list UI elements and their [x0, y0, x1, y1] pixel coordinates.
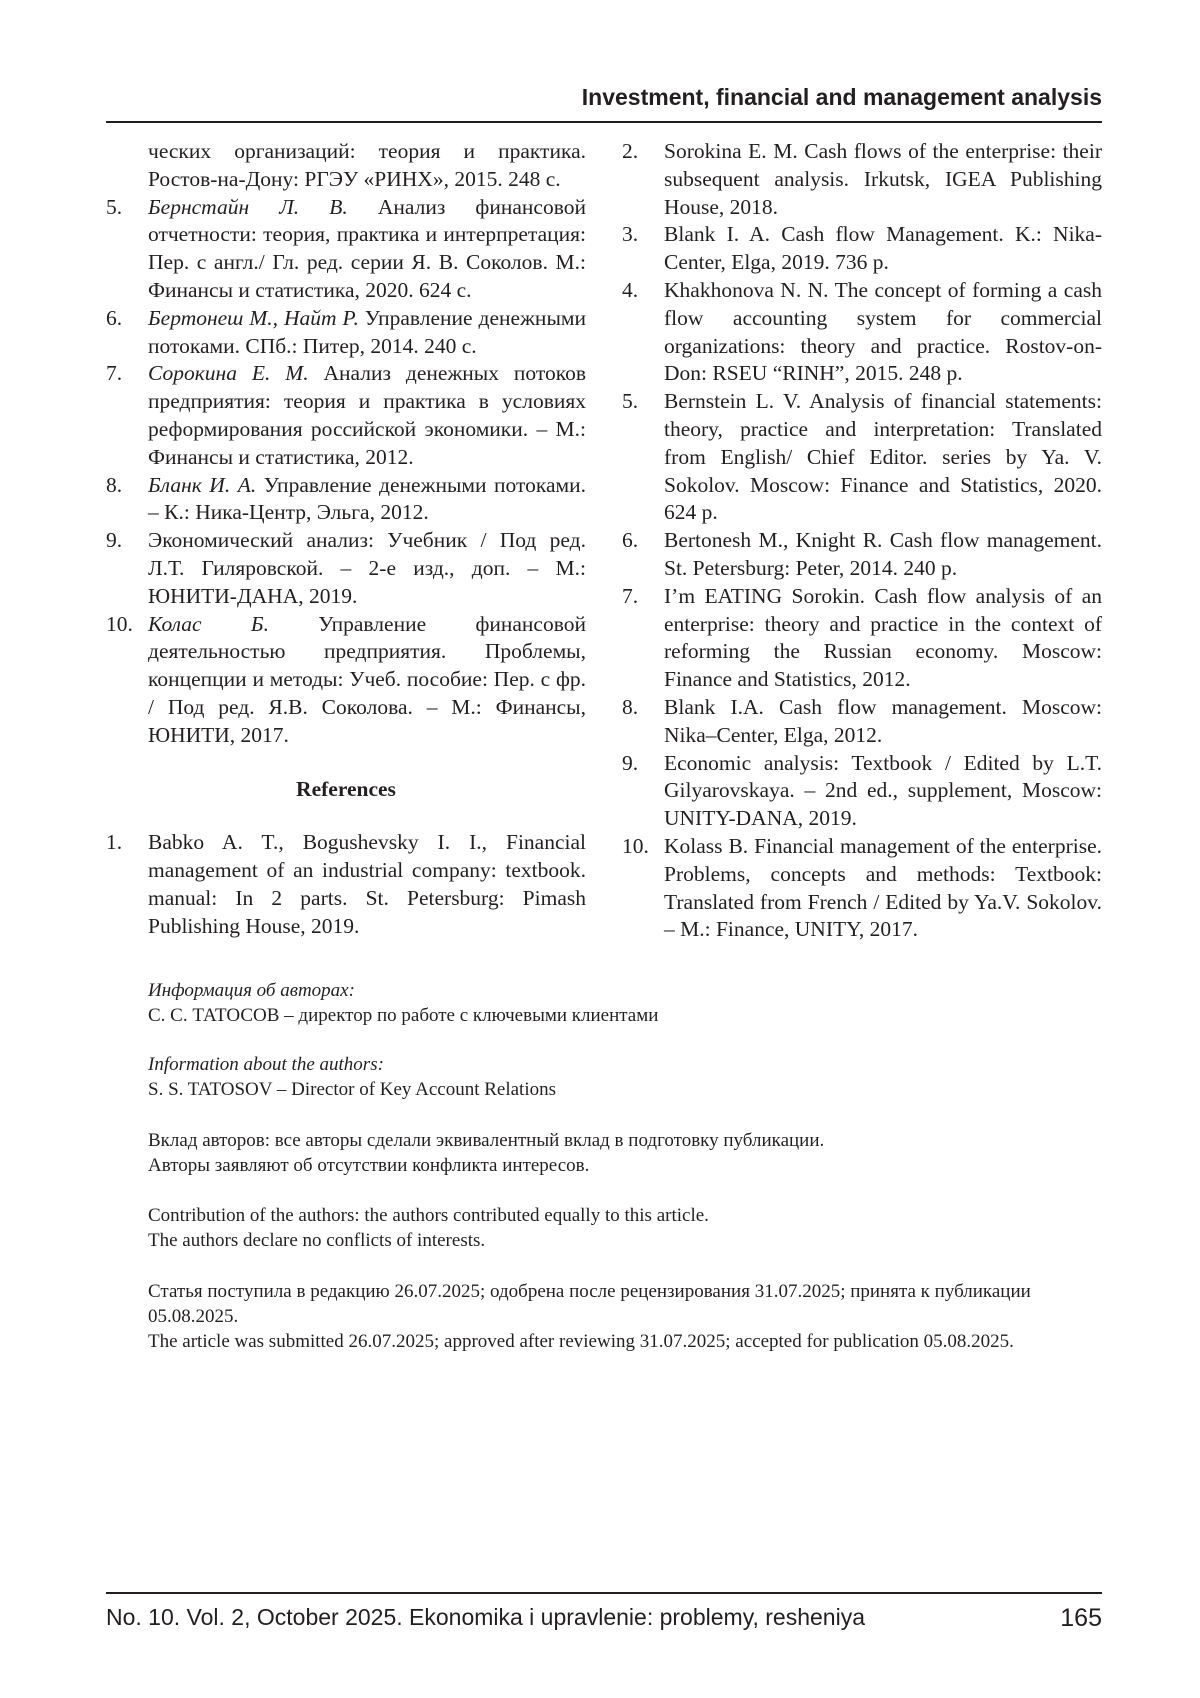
reference-author: Бернстайн Л. В.: [148, 195, 348, 219]
authors-info-text-ru: С. С. ТАТОСОВ – директор по работе с ключевыми клиентами: [148, 1003, 1104, 1028]
reference-number: 2.: [622, 138, 638, 166]
reference-item: [622, 833, 1102, 944]
reference-text: Blank I.A. Cash flow management. Moscow: Nika–Center, Elga, 2012.: [664, 694, 1102, 750]
authors-info-label-ru: Информация об авторах:: [148, 978, 1104, 1003]
reference-author: Бланк И. А.: [148, 473, 256, 497]
reference-number: 7.: [106, 360, 122, 388]
header-rule: [106, 121, 1102, 123]
contribution-en: [148, 1203, 1104, 1253]
journal-citation: No. 10. Vol. 2, October 2025. Ekonomika i upravlenie: problemy, resheniya: [106, 1604, 865, 1631]
dates-ru: Статья поступила в редакцию 26.07.2025; одобрена после рецензирования 31.07.2025; принята к публикации 05.08.2025.: [148, 1279, 1104, 1329]
reference-number: 10.: [106, 611, 133, 639]
reference-text: I’m EATING Sorokin. Cash flow analysis of an enterprise: theory and practice in the context of reforming the Russian economy. Moscow: Finance and Statistics, 2012.: [664, 583, 1102, 694]
reference-item: [622, 750, 1102, 833]
reference-item: [106, 527, 586, 610]
reference-number: 9.: [106, 527, 122, 555]
reference-text: Анализ финансовой отчетности: теория, практика и интерпретация: Пер. с англ./ Гл. ред. серии Я. В. Соколов. М.: Финансы и статистика, 2020. 624 с.: [148, 195, 586, 302]
reference-number: 3.: [622, 221, 638, 249]
reference-item: [622, 277, 1102, 388]
reference-text: Bertonesh M., Knight R. Cash flow management. St. Petersburg: Peter, 2014. 240 p.: [664, 527, 1102, 583]
reference-author: Бертонеш М., Найт Р.: [148, 306, 359, 330]
reference-item: [622, 388, 1102, 527]
authors-info-label-en: Information about the authors:: [148, 1052, 1104, 1077]
dates-en: The article was submitted 26.07.2025; approved after reviewing 31.07.2025; accepted for publication 05.08.2025.: [148, 1329, 1104, 1354]
reference-item: [106, 472, 586, 528]
reference-text: Анализ денежных потоков предприятия: теория и практика в условиях реформирования российской экономики. – М.: Финансы и статистика, 2012.: [148, 361, 586, 468]
references-heading: References: [106, 776, 586, 804]
reference-author: Сорокина Е. М.: [148, 361, 309, 385]
reference-item: [106, 829, 586, 940]
reference-continuation: ческих организаций: теория и практика. Ростов-на-Дону: РГЭУ «РИНХ», 2015. 248 с.: [106, 138, 586, 194]
contribution-ru: [148, 1128, 1104, 1178]
conflict-line: Авторы заявляют об отсутствии конфликта интересов.: [148, 1153, 1104, 1178]
reference-text: Управление денежными потоками. СПб.: Питер, 2014. 240 с.: [148, 306, 586, 358]
reference-text: Kolass B. Financial management of the enterprise. Problems, concepts and methods: Textbook: Translated from French / Edited by Ya.V. Sokolov. – M.: Finance, UNITY, 2017.: [664, 833, 1102, 944]
reference-text: Babko A. T., Bogushevsky I. I., Financial management of an industrial company: textbook. manual: In 2 parts. St. Petersburg: Pimash Publishing House, 2019.: [148, 829, 586, 940]
authors-info-en: [148, 1052, 1104, 1102]
authors-info-ru: [148, 978, 1104, 1028]
contribution-line: Contribution of the authors: the authors contributed equally to this article.: [148, 1203, 1104, 1228]
footer-rule: [106, 1592, 1102, 1594]
reference-text: Управление денежными потоками. – К.: Ника-Центр, Эльга, 2012.: [148, 473, 586, 525]
reference-text: Sorokina E. M. Cash flows of the enterprise: their subsequent analysis. Irkutsk, IGEA Publishing House, 2018.: [664, 138, 1102, 221]
reference-item: [106, 194, 586, 305]
page-number: 165: [1060, 1604, 1102, 1633]
article-dates: [148, 1279, 1104, 1354]
reference-text: Khakhonova N. N. The concept of forming a cash flow accounting system for commercial organizations: theory and practice. Rostov-on-Don: RSEU “RINH”, 2015. 248 p.: [664, 277, 1102, 388]
section-title: Investment, financial and management analysis: [106, 84, 1102, 111]
reference-item: [622, 138, 1102, 221]
reference-number: 9.: [622, 750, 638, 778]
reference-text: Управление финансовой деятельностью предприятия. Проблемы, концепции и методы: Учеб. пособие: Пер. с фр. / Под ред. Я.В. Соколова. – М.: Финансы, ЮНИТИ, 2017.: [148, 612, 586, 747]
reference-number: 4.: [622, 277, 638, 305]
contribution-line: Вклад авторов: все авторы сделали эквивалентный вклад в подготовку публикации.: [148, 1128, 1104, 1153]
right-column: [622, 138, 1102, 944]
reference-text: Blank I. A. Cash flow Management. K.: Nika-Center, Elga, 2019. 736 p.: [664, 221, 1102, 277]
reference-number: 1.: [106, 829, 122, 857]
reference-text: Bernstein L. V. Analysis of financial statements: theory, practice and interpretation: Translated from English/ Chief Editor. series by Ya. V. Sokolov. Moscow: Finance and Statistics, 2020. 624 p.: [664, 388, 1102, 527]
reference-author: Колас Б.: [148, 612, 269, 636]
reference-item: [106, 305, 586, 361]
reference-number: 5.: [622, 388, 638, 416]
reference-number: 10.: [622, 833, 649, 861]
reference-number: 6.: [622, 527, 638, 555]
reference-item: [106, 611, 586, 750]
reference-number: 8.: [106, 472, 122, 500]
reference-number: 5.: [106, 194, 122, 222]
reference-item: [622, 221, 1102, 277]
reference-item: [106, 360, 586, 471]
reference-text: Экономический анализ: Учебник / Под ред. Л.Т. Гиляровской. – 2-е изд., доп. – М.: ЮНИТИ-ДАНА, 2019.: [148, 528, 586, 608]
conflict-line: The authors declare no conflicts of interests.: [148, 1228, 1104, 1253]
reference-item: [622, 694, 1102, 750]
reference-number: 7.: [622, 583, 638, 611]
reference-number: 8.: [622, 694, 638, 722]
reference-item: [622, 527, 1102, 583]
reference-number: 6.: [106, 305, 122, 333]
reference-text: Economic analysis: Textbook / Edited by L.T. Gilyarovskaya. – 2nd ed., supplement, Moscow: UNITY-DANA, 2019.: [664, 750, 1102, 833]
reference-item: [622, 583, 1102, 694]
authors-info-text-en: S. S. TATOSOV – Director of Key Account Relations: [148, 1077, 1104, 1102]
left-column: [106, 138, 586, 941]
